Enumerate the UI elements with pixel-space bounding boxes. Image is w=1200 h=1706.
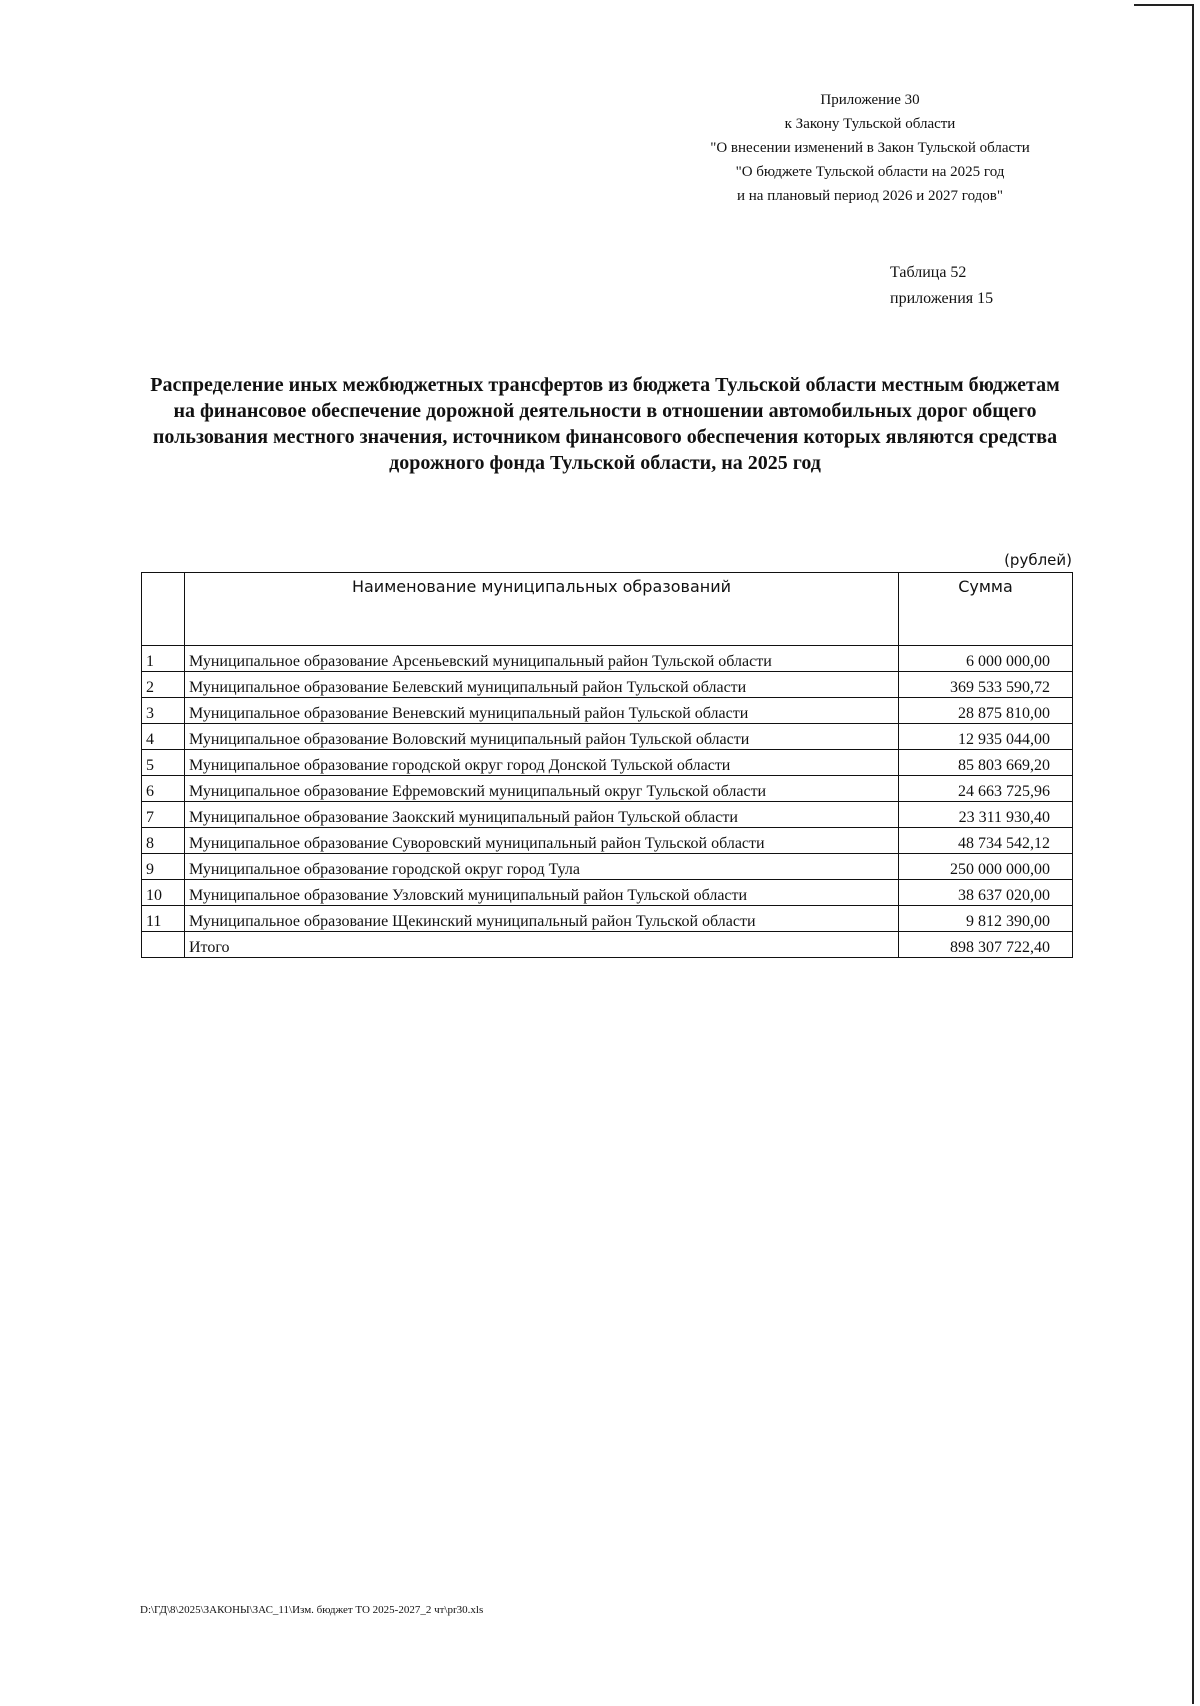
row-sum: 23 311 930,40 [899,802,1073,828]
units-label: (рублей) [1004,551,1072,569]
row-num: 9 [142,854,185,880]
appendix-line: Приложение 30 [820,92,920,108]
row-name: Муниципальное образование Арсеньевский муниципальный район Тульской области [185,646,899,672]
table-row [142,906,1073,932]
row-name: Муниципальное образование Белевский муниципальный район Тульской области [185,672,899,698]
row-num: 10 [142,880,185,906]
row-name: Муниципальное образование Узловский муниципальный район Тульской области [185,880,899,906]
document-title: Распределение иных межбюджетных трансфертов из бюджета Тульской области местным бюджетам на финансовое обеспечение дорожной деятельности в отношении автомобильных дорог общего пользования местного значения, источником финансового обеспечения которых являются средства дорожного фонда Тульской области, на 2025 год [150,374,1060,474]
row-sum: 24 663 725,96 [899,776,1073,802]
table-header-row [142,573,1073,646]
row-num: 3 [142,698,185,724]
row-sum: 6 000 000,00 [899,646,1073,672]
table-row [142,776,1073,802]
file-path-footer: D:\ГД\8\2025\ЗАКОНЫ\ЗАС_11\Изм. бюджет ТО 2025-2027_2 чт\pr30.xls [140,1604,484,1616]
table-row [142,880,1073,906]
row-num: 6 [142,776,185,802]
row-num: 5 [142,750,185,776]
row-num: 11 [142,906,185,932]
appendix-line: и на плановый период 2026 и 2027 годов" [737,188,1003,204]
total-num [142,932,185,958]
table-row [142,828,1073,854]
total-sum: 898 307 722,40 [899,932,1073,958]
table-row [142,724,1073,750]
table-row [142,646,1073,672]
table-row [142,672,1073,698]
appendix-line: "О внесении изменений в Закон Тульской области [710,140,1030,156]
row-num: 2 [142,672,185,698]
row-num: 7 [142,802,185,828]
row-sum: 369 533 590,72 [899,672,1073,698]
total-label: Итого [185,932,899,958]
row-name: Муниципальное образование Щекинский муниципальный район Тульской области [185,906,899,932]
row-name: Муниципальное образование Ефремовский муниципальный округ Тульской области [185,776,899,802]
appendix-number: приложения 15 [890,290,994,307]
row-num: 1 [142,646,185,672]
row-sum: 9 812 390,00 [899,906,1073,932]
row-sum: 38 637 020,00 [899,880,1073,906]
row-name: Муниципальное образование городской округ город Тула [185,854,899,880]
row-sum: 250 000 000,00 [899,854,1073,880]
appendix-block [640,88,1100,208]
header-sum: Сумма [899,573,1073,646]
appendix-line: "О бюджете Тульской области на 2025 год [735,164,1005,180]
allocation-table [141,572,1073,958]
table-row [142,854,1073,880]
row-name: Муниципальное образование Суворовский муниципальный район Тульской области [185,828,899,854]
table-reference [890,260,1090,312]
row-name: Муниципальное образование Заокский муниципальный район Тульской области [185,802,899,828]
appendix-line: к Закону Тульской области [784,116,956,132]
row-sum: 28 875 810,00 [899,698,1073,724]
row-sum: 85 803 669,20 [899,750,1073,776]
table-row [142,750,1073,776]
table-row [142,802,1073,828]
row-sum: 12 935 044,00 [899,724,1073,750]
row-name: Муниципальное образование Веневский муниципальный район Тульской области [185,698,899,724]
header-name: Наименование муниципальных образований [185,573,899,646]
row-num: 4 [142,724,185,750]
table-number: Таблица 52 [890,264,967,281]
row-name: Муниципальное образование городской округ город Донской Тульской области [185,750,899,776]
page-right-border [1192,4,1194,1704]
row-name: Муниципальное образование Воловский муниципальный район Тульской области [185,724,899,750]
page-top-border [1134,4,1194,6]
row-num: 8 [142,828,185,854]
row-sum: 48 734 542,12 [899,828,1073,854]
table-row [142,698,1073,724]
table-total-row [142,932,1073,958]
header-num [142,573,185,646]
